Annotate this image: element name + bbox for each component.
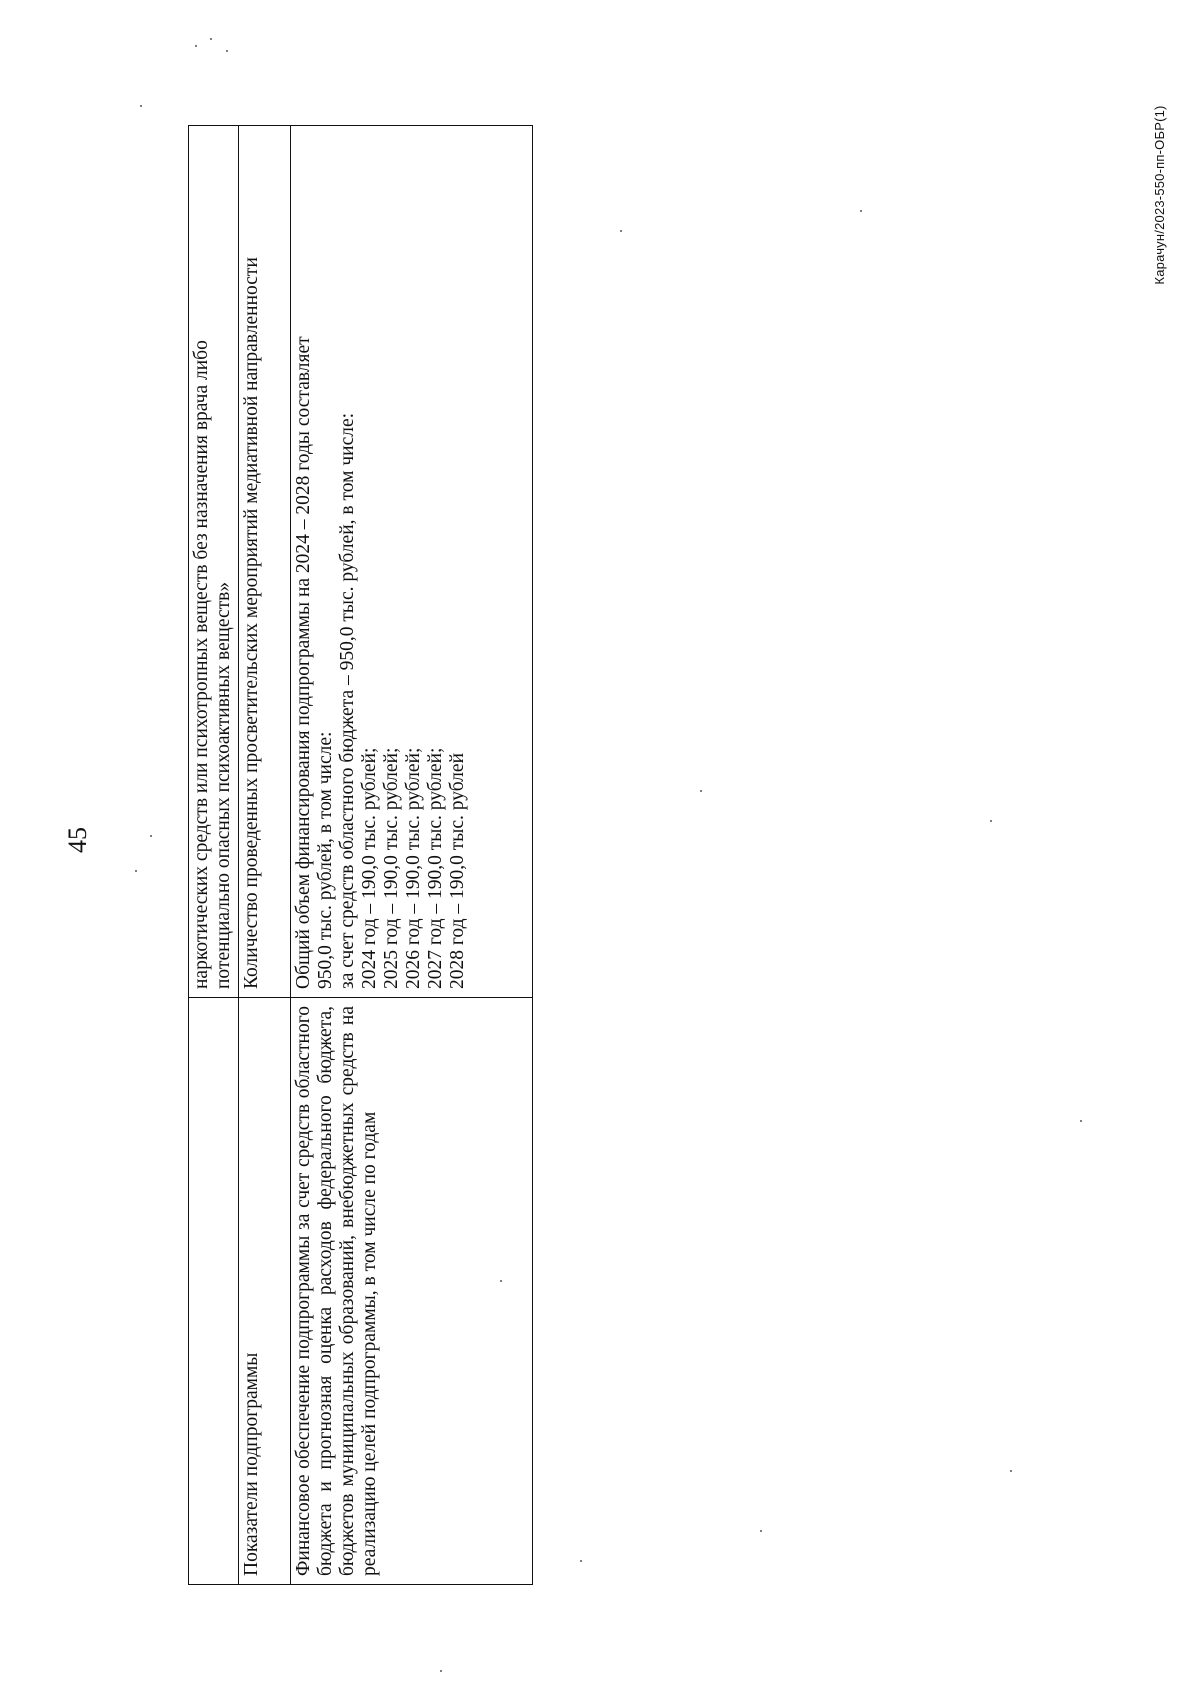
scan-speck <box>140 105 142 107</box>
scan-speck <box>990 820 992 822</box>
row1-value-cell <box>189 126 239 998</box>
passport-table <box>188 125 533 1585</box>
table-row <box>291 126 533 1585</box>
financing-line: 950,0 тыс. рублей, в том числе: <box>315 731 336 989</box>
scan-speck <box>210 38 212 40</box>
scan-speck <box>500 1280 502 1282</box>
table-row <box>239 126 291 1585</box>
scan-speck <box>620 230 622 232</box>
financing-line: 2024 год – 190,0 тыс. рублей; <box>359 747 380 989</box>
scan-speck <box>580 1560 582 1562</box>
scan-speck <box>700 790 702 792</box>
indicators-value-cell: Количество проведенных просветительских мероприятий медиативной направленности <box>239 126 291 998</box>
row1-line: потенциально опасных психоактивных веществ» <box>213 581 234 989</box>
table-row <box>189 126 239 1585</box>
scan-speck <box>860 210 862 212</box>
financing-label-cell: Финансовое обеспечение подпрограммы за счет средств областного бюджета и прогнозная оценка расходов федерального бюджета, бюджетов муниципальных образований, внебюджетных средств на реализацию целей подпрограммы, в том числе по годам <box>291 998 533 1585</box>
financing-value-cell <box>291 126 533 998</box>
scan-speck <box>1080 1120 1082 1122</box>
page-number: 45 <box>63 827 92 853</box>
financing-line: за счет средств областного бюджета – 950,0 тыс. рублей, в том числе: <box>337 412 358 989</box>
financing-line: 2025 год – 190,0 тыс. рублей; <box>381 747 402 989</box>
indicators-label-cell: Показатели подпрограммы <box>239 998 291 1585</box>
financing-line: Общий объем финансирования подпрограммы на 2024 – 2028 годы составляет <box>293 336 314 989</box>
scan-speck <box>1010 1470 1012 1472</box>
document-code: Карачун/2023-550-пп-ОБР(1) <box>1152 105 1167 285</box>
scan-speck <box>135 870 137 872</box>
passport-table-container <box>188 125 533 1585</box>
financing-line: 2028 год – 190,0 тыс. рублей <box>447 752 468 989</box>
scan-speck <box>440 1670 442 1672</box>
row1-line: наркотических средств или психотропных веществ без назначения врача либо <box>191 340 212 989</box>
financing-line: 2027 год – 190,0 тыс. рублей; <box>425 747 446 989</box>
scan-speck <box>195 45 197 47</box>
scan-speck <box>150 835 152 837</box>
scan-speck <box>760 1530 762 1532</box>
financing-line: 2026 год – 190,0 тыс. рублей; <box>403 747 424 989</box>
row1-label-cell <box>189 998 239 1585</box>
scan-speck <box>226 50 228 52</box>
